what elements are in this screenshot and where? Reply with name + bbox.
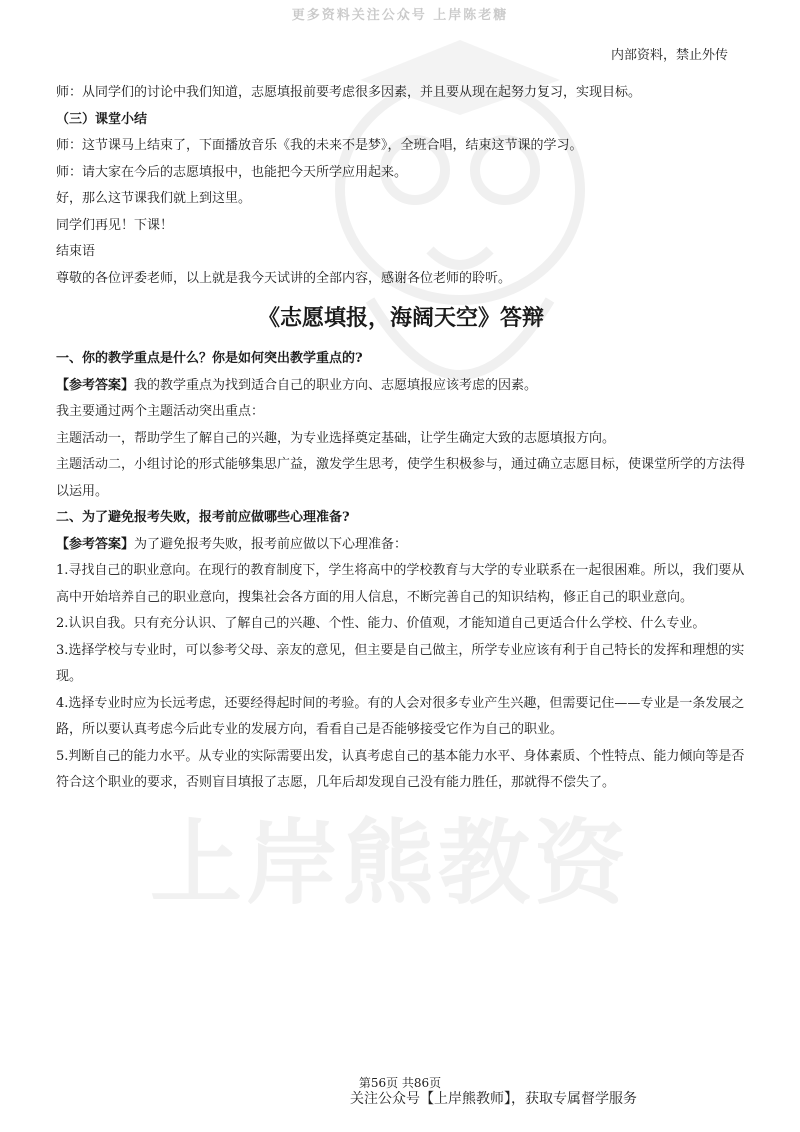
list-item: 1.寻找自己的职业意向。在现行的教育制度下，学生将高中的学校教育与大学的专业联系在一起很困难。所以，我们要从高中开始培养自己的职业意向，搜集社会各方面的用人信息，不断完善自己的知识结构，修正自己的职业意向。 — [56, 563, 745, 605]
question-2: 二、为了避免报考失败，报考前应做哪些心理准备? — [56, 510, 350, 525]
confidential-notice: 内部资料，禁止外传 — [610, 48, 728, 63]
paragraph: 主题活动一，帮助学生了解自己的兴趣，为专业选择奠定基础，让学生确定大致的志愿填报方向。 — [56, 430, 616, 446]
list-item: 2.认识自我。只有充分认识、了解自己的兴趣、个性、能力、价值观，才能知道自己更适合什么学校、什么专业。 — [56, 616, 706, 631]
top-banner: 更多资料关注公众号 上岸陈老糖 — [291, 8, 509, 23]
paragraph: 师：从同学们的讨论中我们知道，志愿填报前要考虑很多因素，并且要从现在起努力复习，实现目标。 — [56, 85, 642, 100]
list-item: 3.选择学校与专业时，可以参考父母、亲友的意见，但主要是自己做主，所学专业应该有利于自己特长的发挥和理想的实现。 — [56, 642, 745, 684]
list-item: 5.判断自己的能力水平。从专业的实际需要出发，认真考虑自己的基本能力水平、身体素质、个性特点、能力倾向等是否符合这个职业的要求，否则盲目填报了志愿，几年后却发现自己没有能力胜任，那就得不偿失了。 — [56, 748, 745, 790]
answer-2 — [56, 532, 746, 559]
paragraph: 主题活动二，小组讨论的形式能够集思广益，激发学生思考，使学生积极参与，通过确立志愿目标，使课堂所学的方法得以运用。 — [56, 457, 746, 499]
answer-text: 我的教学重点为找到适合自己的职业方向、志愿填报应该考虑的因素。 — [134, 377, 538, 393]
paragraph: 好，那么这节课我们就上到这里。 — [56, 191, 252, 206]
paragraph: 同学们再见！下课！ — [56, 217, 174, 233]
document-body — [56, 80, 746, 797]
answer-label: 【参考答案】 — [56, 536, 135, 552]
answer-1 — [56, 373, 746, 400]
defense-title: 《志愿填报，海阔天空》答辩 — [257, 305, 544, 331]
watermark-text: 上岸熊教资 — [150, 810, 631, 917]
answer-text: 为了避免报考失败，报考前应做以下心理准备： — [134, 536, 408, 552]
page-number: 第56页 共86页 — [358, 1076, 442, 1090]
closing-label: 结束语 — [56, 244, 96, 259]
answer-label: 【参考答案】 — [56, 377, 135, 393]
paragraph: 师：请大家在今后的志愿填报中，也能把今天所学应用起来。 — [56, 164, 408, 180]
question-1: 一、你的教学重点是什么？你是如何突出教学重点的? — [56, 351, 363, 366]
paragraph: 我主要通过两个主题活动突出重点： — [56, 404, 265, 419]
closing-paragraph: 尊敬的各位评委老师，以上就是我今天试讲的全部内容，感谢各位老师的聆听。 — [56, 270, 512, 286]
section-heading: （三）课堂小结 — [56, 111, 148, 127]
list-item: 4.选择专业时应为长远考虑，还要经得起时间的考验。有的人会对很多专业产生兴趣，但需要记住——专业是一条发展之路，所以要认真考虑今后此专业的发展方向，看看自己是否能够接受它作为自己的职业。 — [56, 695, 745, 737]
paragraph: 师：这节课马上结束了，下面播放音乐《我的未来不是梦》，全班合唱，结束这节课的学习。 — [56, 138, 583, 153]
footer-note: 关注公众号【上岸熊教师】，获取专属督学服务 — [350, 1091, 637, 1107]
